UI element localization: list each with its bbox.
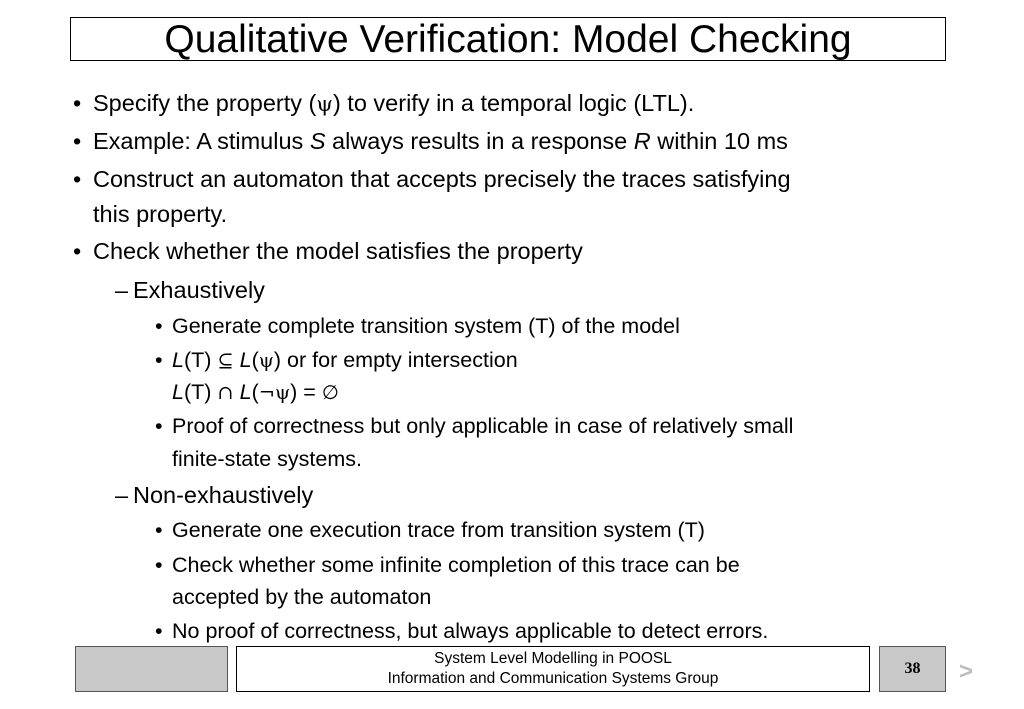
dash-marker: –	[115, 482, 129, 508]
item-infinite-completion-line2: accepted by the automaton	[172, 585, 432, 609]
bullet-construct-automaton-line1: Construct an automaton that accepts precisely the traces satisfying	[93, 166, 791, 192]
slide-title-text: Qualitative Verification: Model Checking	[164, 17, 852, 61]
page-number-text: 38	[904, 660, 921, 677]
sub-bullet-non-exhaustively: Non-exhaustively	[133, 482, 314, 508]
bullet-marker: •	[155, 348, 163, 372]
next-slide-button[interactable]: >	[959, 658, 974, 685]
item-infinite-completion-line1: Check whether some infinite completion of this trace can be	[172, 553, 740, 577]
item-language-inclusion-line2: L(T) ∩ L(¬ψ) = ∅	[172, 380, 339, 404]
footer-left-panel	[75, 646, 228, 692]
bullet-construct-automaton-line2: this property.	[93, 201, 228, 227]
footer-caption	[236, 646, 870, 692]
bullet-marker: •	[155, 314, 163, 338]
bullet-marker: •	[155, 619, 163, 643]
bullet-marker: •	[73, 166, 82, 192]
item-generate-complete: Generate complete transition system (T) of the model	[172, 314, 680, 338]
item-proof-correctness-line2: finite-state systems.	[172, 447, 362, 471]
bullet-specify-property: Specify the property (ψ) to verify in a temporal logic (LTL).	[93, 90, 695, 116]
bullet-check-model: Check whether the model satisfies the property	[93, 238, 583, 264]
bullet-marker: •	[155, 414, 163, 438]
item-no-proof: No proof of correctness, but always applicable to detect errors.	[172, 619, 769, 643]
sub-bullet-exhaustively: Exhaustively	[133, 277, 265, 303]
item-generate-one-trace: Generate one execution trace from transition system (T)	[172, 518, 705, 542]
bullet-marker: •	[73, 128, 82, 154]
item-proof-correctness-line1: Proof of correctness but only applicable in case of relatively small	[172, 414, 794, 438]
bullet-marker: •	[73, 238, 82, 264]
item-language-inclusion-line1: L(T) ⊆ L(ψ) or for empty intersection	[172, 348, 518, 372]
dash-marker: –	[115, 277, 129, 303]
bullet-example: Example: A stimulus S always results in a response R within 10 ms	[93, 128, 788, 154]
footer-group-name: Information and Communication Systems Group	[387, 670, 719, 687]
footer-course-title: System Level Modelling in POOSL	[434, 650, 672, 667]
page-number	[879, 646, 946, 692]
bullet-marker: •	[155, 553, 163, 577]
bullet-marker: •	[155, 518, 163, 542]
bullet-marker: •	[73, 90, 82, 116]
